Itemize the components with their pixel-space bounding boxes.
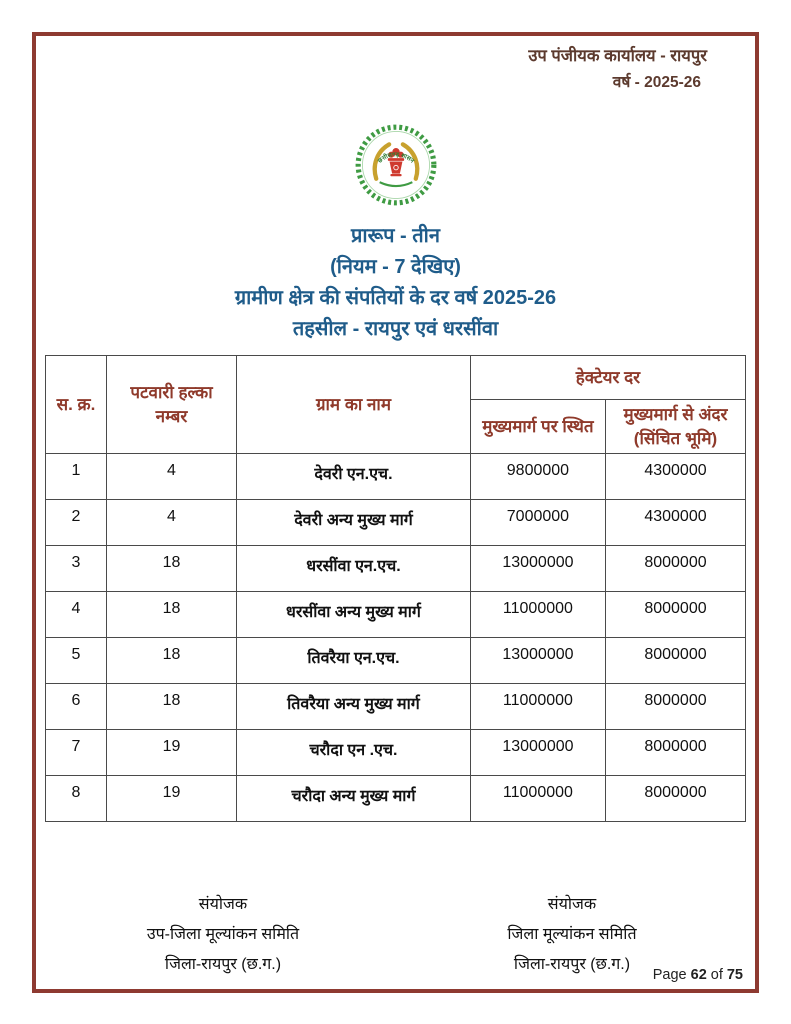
col-header-on-main-road: मुख्यमार्ग पर स्थित <box>470 400 605 454</box>
cell-serial: 6 <box>46 684 107 730</box>
cell-inside-rate: 8000000 <box>605 546 745 592</box>
left-district-line: जिला-रायपुर (छ.ग.) <box>164 956 282 973</box>
cell-on-road-rate: 11000000 <box>470 684 605 730</box>
chhattisgarh-emblem-icon <box>353 122 439 208</box>
right-signatory-title: संयोजक <box>547 896 597 913</box>
cell-inside-rate: 8000000 <box>605 638 745 684</box>
of-word: of <box>710 967 723 983</box>
title-main: ग्रामीण क्षेत्र की संपतियों के दर वर्ष 2025-26 <box>234 287 557 309</box>
cell-serial: 4 <box>46 592 107 638</box>
table-row <box>46 684 746 730</box>
emblem-lion-capital <box>387 148 403 176</box>
cell-halka: 18 <box>106 638 236 684</box>
page-word: Page <box>652 967 687 983</box>
cell-inside-rate: 8000000 <box>605 730 745 776</box>
cell-on-road-rate: 13000000 <box>470 638 605 684</box>
cell-on-road-rate: 11000000 <box>470 776 605 822</box>
cell-serial: 2 <box>46 500 107 546</box>
table-row <box>46 592 746 638</box>
page-border-frame <box>32 32 759 993</box>
assessment-year: वर्ष - 2025-26 <box>612 74 701 91</box>
table-row <box>46 546 746 592</box>
right-district-line: जिला-रायपुर (छ.ग.) <box>513 956 631 973</box>
cell-halka: 4 <box>106 454 236 500</box>
cell-on-road-rate: 13000000 <box>470 546 605 592</box>
title-rule: (नियम - 7 देखिए) <box>330 256 461 278</box>
cell-on-road-rate: 7000000 <box>470 500 605 546</box>
title-block <box>36 221 755 345</box>
cell-serial: 7 <box>46 730 107 776</box>
emblem-base-arc <box>379 182 412 186</box>
cell-inside-rate: 4300000 <box>605 454 745 500</box>
cell-halka: 18 <box>106 684 236 730</box>
cell-village: तिवरैया अन्य मुख्य मार्ग <box>237 684 471 730</box>
cell-halka: 18 <box>106 592 236 638</box>
office-name: उप पंजीयक कार्यालय - रायपुर <box>528 47 707 65</box>
cell-serial: 8 <box>46 776 107 822</box>
table-row <box>46 500 746 546</box>
cell-village: तिवरैया एन.एच. <box>237 638 471 684</box>
cell-on-road-rate: 13000000 <box>470 730 605 776</box>
cell-inside-rate: 8000000 <box>605 684 745 730</box>
rates-table <box>45 355 746 822</box>
col-header-inside-main-road: मुख्यमार्ग से अंदर (सिंचित भूमि) <box>605 400 745 454</box>
cell-halka: 4 <box>106 500 236 546</box>
emblem-arc-text: छत्तीसगढ़ शासन <box>376 152 415 165</box>
col-header-serial: स. क्र. <box>46 356 107 454</box>
col-header-hectare-rate: हेक्टेयर दर <box>470 356 745 400</box>
cell-on-road-rate: 9800000 <box>470 454 605 500</box>
cell-village: चरौदा एन .एच. <box>237 730 471 776</box>
cell-inside-rate: 8000000 <box>605 592 745 638</box>
table-row <box>46 454 746 500</box>
cell-serial: 5 <box>46 638 107 684</box>
office-header <box>36 36 755 96</box>
cell-inside-rate: 8000000 <box>605 776 745 822</box>
cell-inside-rate: 4300000 <box>605 500 745 546</box>
cell-village: धरसींवा अन्य मुख्य मार्ग <box>237 592 471 638</box>
page-total: 75 <box>726 967 743 983</box>
table-header-row-1 <box>46 356 746 400</box>
page-current: 62 <box>690 967 707 983</box>
signature-block-left <box>98 890 348 980</box>
title-tehsil: तहसील - रायपुर एवं धरसींवा <box>292 318 499 340</box>
cell-village: देवरी एन.एच. <box>237 454 471 500</box>
table-row <box>46 730 746 776</box>
right-committee-name: जिला मूल्यांकन समिति <box>507 926 637 943</box>
cell-halka: 19 <box>106 776 236 822</box>
col-header-village: ग्राम का नाम <box>237 356 471 454</box>
cell-halka: 19 <box>106 730 236 776</box>
table-row <box>46 776 746 822</box>
cell-village: धरसींवा एन.एच. <box>237 546 471 592</box>
left-signatory-title: संयोजक <box>198 896 248 913</box>
table-row <box>46 638 746 684</box>
col-header-halka: पटवारी हल्का नम्बर <box>106 356 236 454</box>
left-committee-name: उप-जिला मूल्यांकन समिति <box>146 926 300 943</box>
cell-village: देवरी अन्य मुख्य मार्ग <box>237 500 471 546</box>
title-format: प्रारूप - तीन <box>351 225 440 247</box>
cell-serial: 3 <box>46 546 107 592</box>
cell-serial: 1 <box>46 454 107 500</box>
cell-on-road-rate: 11000000 <box>470 592 605 638</box>
cell-village: चरौदा अन्य मुख्य मार्ग <box>237 776 471 822</box>
cell-halka: 18 <box>106 546 236 592</box>
